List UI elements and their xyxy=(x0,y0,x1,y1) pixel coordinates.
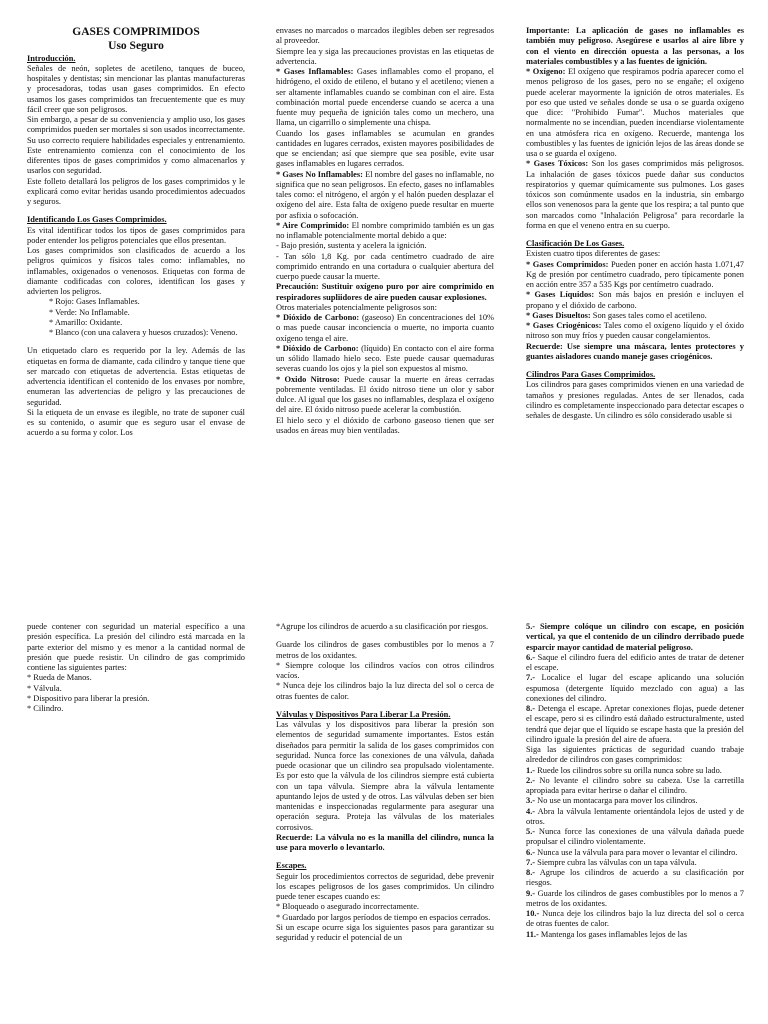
rule-number: 3.- xyxy=(526,796,536,806)
gas-type-aire-comprimido xyxy=(276,221,494,242)
section-heading-cilindros: Cilindros Para Gases Comprimidos. xyxy=(526,370,656,379)
important-note: Importante: La aplicación de gases no inflamables es también muy peligroso. Asegúrese e usarlos al aire libre y con el viento en dirección opuesta a las personas, a los materiales combustibles y a las fuentes de ignición. xyxy=(526,26,744,66)
rule-text: Mantenga los gases inflamables lejos de las xyxy=(538,929,687,939)
class-criogenicos xyxy=(526,321,744,342)
document-subtitle: Uso Seguro xyxy=(108,39,164,52)
gas-type-no-inflamables xyxy=(276,170,494,221)
step-item xyxy=(526,673,744,704)
section-heading-clasificacion: Clasificación De Los Gases. xyxy=(526,239,625,248)
color-code-item: * Amarillo: Oxidante. xyxy=(49,317,123,327)
list-item: * Bloqueado o asegurado incorrectamente. xyxy=(276,902,420,912)
rule-item xyxy=(526,776,744,797)
paragraph: Los gases comprimidos son clasificados de acuerdo a los peligros químicos y físicos tales como: inflamables, no inflamables, oxigenados o venenosos. Etiquetas con forma de diamante codificadas con colores, identifican los gases y advierten los peligros. xyxy=(27,246,245,297)
rule-number: 2.- xyxy=(526,775,536,785)
paragraph: * Nunca deje los cilindros bajo la luz directa del sol o cerca de otras fuentes de calor. xyxy=(276,681,494,701)
list-item: * Rueda de Manos. xyxy=(27,673,92,683)
term: * Aire Comprimido: xyxy=(276,220,350,230)
paragraph: Es vital identificar todos los tipos de gases comprimidos para poder entender los peligros potenciales que ellos presentan. xyxy=(27,225,245,245)
paragraph: Guarde los cilindros de gases combustibles por lo menos a 7 metros de los oxidantes. xyxy=(276,640,494,660)
class-liquidos xyxy=(526,290,744,311)
paragraph: Las válvulas y los dispositivos para liberar la presión son elementos de seguridad sumamente importantes. Estos están diseñados para permitir la salida de los gases comprimidos con seguridad. Nunca force las conexiones de una válvula, dañada puede ocasionar que un cilindro sea propulsado violentamente. Es por esto que la válvula de los cilindros siempre está cubierta con un tapa válvula. Siempre abra la válvula lentamente apuntando lejos de usted y de otros. Las válvulas deben ser bien mantenidas e inspeccionadas regularmente para asegurar una operación segura. Proteja las válvulas de los materiales corrosivos. xyxy=(276,720,494,832)
definition: El nombre comprimido también es un gas no inflamable potencialmente mortal debido a que: xyxy=(276,220,494,240)
rule-item xyxy=(526,848,744,858)
top-column-3 xyxy=(526,26,744,600)
paragraph: Si la etiqueta de un envase es ilegible, no trate de suponer cuál es su contenido, o asumir que es seguro usar el envase de acuerdo a su forma y color. Los xyxy=(27,407,245,438)
definition: Tales como el oxígeno líquido y el óxido nitroso son muy fríos y pueden causar congelamientos. xyxy=(526,321,744,341)
rule-text: Ruede los cilindros sobre su orilla nunca sobre su lado. xyxy=(535,765,722,775)
rule-text: Nunca deje los cilindros bajo la luz directa del sol o cerca de otras fuentes de calor. xyxy=(526,909,744,929)
material-oxido-nitroso xyxy=(276,375,494,416)
paragraph: Existen cuatro tipos diferentes de gases: xyxy=(526,249,661,259)
top-column-1 xyxy=(27,26,245,600)
rule-number: 6.- xyxy=(526,847,536,857)
bottom-panel xyxy=(0,612,768,1024)
rule-number: 10.- xyxy=(526,909,540,918)
definition: El oxígeno que respiramos podría aparecer como el menos peligroso de los gases, pero no se engañe; el oxígeno puede acelerar mayormente la ignición de otros materiales. Es por eso que usted ve señales donde se usa o se guarda oxígeno que dice: "Prohibido Fumar". Muchos materiales que normalmente no se incendian, pueden incendiarse violentamente en una atmósfera rica en oxígeno. Recuerde, mantenga los combustibles y las fuentes de ignición lejos de las áreas donde se usa o se guarda el oxígeno. xyxy=(526,67,744,158)
term: * Gases Comprimidos: xyxy=(526,259,609,269)
definition: (líquido) En contacto con el aire forma un sólido llamado hielo seco. Este puede causar quemaduras severas cuando los ojos y la piel son expuestos al mismo. xyxy=(276,343,494,374)
paragraph: * Siempre coloque los cilindros vacíos con otros cilindros vacíos. xyxy=(276,660,494,680)
paragraph: Señales de neón, sopletes de acetileno, tanques de buceo, hospitales y dentistas; sin mencionar las plantas manufactureras y procesadoras, todas usan gases comprimidos. En efecto usamos los gases comprimidos tan frecuentemente que es muy fácil creer que son peligrosos. xyxy=(27,63,245,114)
definition: Son más bajos en presión e incluyen el propano y el dióxido de carbono. xyxy=(526,290,744,310)
rule-number: 11.- xyxy=(526,929,539,939)
rule-number: 4.- xyxy=(526,806,536,816)
list-item: * Guardado por largos períodos de tiempo en espacios cerrados. xyxy=(276,912,491,922)
rule-item xyxy=(526,766,744,776)
term: * Gases Criogénicos: xyxy=(526,321,602,330)
term: * Gases No Inflamables: xyxy=(276,169,363,179)
term: * Gases Inflamables: xyxy=(276,67,354,76)
paragraph: Los cilindros para gases comprimidos vienen en una variedad de tamaños y presiones reguladas. Antes de ser llenados, cada cilindro es completamente inspeccionado para detectar escapes o señales de desgaste. Un cilindro es sólo considerado usable si xyxy=(526,380,744,420)
class-comprimidos xyxy=(526,260,744,291)
definition: Son gases tales como el acetileno. xyxy=(590,310,707,320)
bottom-column-1 xyxy=(27,622,245,1024)
step-text: Detenga el escape. Apretar conexiones flojas, puede detener el escape, pero si es cilindro está dañado estructuralmente, usted tendrá que dejar que el líquido se escape hasta que la presión del cilindro iguale la presión del aire de afuera. xyxy=(526,704,744,744)
section-heading-escapes: Escapes. xyxy=(276,861,307,871)
step-text: Localice el lugar del escape aplicando una solución espumosa (detergente líquido mezclado con agua) a las conexiones del cilindro. xyxy=(526,673,744,703)
rule-item xyxy=(526,796,744,806)
paragraph: puede contener con seguridad un material específico a una presión específica. La presión del cilindro está marcada en la parte exterior del mismo y es menor a la cantidad normal de presión que puede resistir. Un cilindro de gas comprimido contiene las siguientes partes: xyxy=(27,622,245,672)
rule-number: 1.- xyxy=(526,765,536,775)
rule-text: Nunca use la válvula para para mover o levantar el cilindro. xyxy=(535,847,738,857)
paragraph: Siempre lea y siga las precauciones provistas en las etiquetas de advertencia. xyxy=(276,46,494,66)
bottom-column-2 xyxy=(276,622,494,1024)
definition: (gaseoso) En concentraciones del 10% o mas puede causar inconciencia o muerte, no importa cuanto oxígeno tenga el aire. xyxy=(276,313,494,343)
section-heading-identificando: Identificando Los Gases Comprimidos. xyxy=(27,215,167,225)
rule-text: No use un montacarga para mover los cilindros. xyxy=(535,796,698,806)
term: * Gases Disueltos: xyxy=(526,310,591,320)
definition: Puede causar la muerte en áreas cerradas pobremente ventiladas. El óxido nitroso tiene un olor y sabor dulce. Al igual que los gases no inflamables, desplaza el oxígeno del aire. El óxido nitroso puede acelerar la combustión. xyxy=(276,374,494,415)
rule-item xyxy=(526,807,744,828)
document-title: GASES COMPRIMIDOS xyxy=(72,26,200,38)
rule-item xyxy=(526,889,744,910)
list-item: - Tan sólo 1,8 Kg. por cada centímetro cuadrado de aire comprimido entrando en una cortadura o cualquier abertura del cuerpo puede causar la muerte. xyxy=(276,251,494,281)
step-number: 6.- xyxy=(526,652,536,662)
term: * Dióxido de Carbono: xyxy=(276,343,359,353)
paragraph: El hielo seco y el dióxido de carbono gaseoso tienen que ser usados en áreas muy bien ventiladas. xyxy=(276,415,494,435)
term: * Gases Líquidos: xyxy=(526,290,595,300)
paragraph: *Agrupe los cilindros de acuerdo a su clasificación por riesgos. xyxy=(276,622,489,631)
rule-text: Abra la válvula lentamente orientándola lejos de usted y de otros. xyxy=(526,806,744,826)
material-dioxido-gaseoso xyxy=(276,313,494,344)
step-number: 8.- xyxy=(526,704,536,713)
rule-item xyxy=(526,930,744,940)
reminder-note: Recuerde: La válvula no es la manilla del cilindro, nunca la use para moverlo o levantarlo. xyxy=(276,832,494,852)
section-heading-introduccion: Introducción. xyxy=(27,53,76,63)
rule-number: 5.- xyxy=(526,827,536,836)
top-column-2 xyxy=(276,26,494,600)
paragraph: Un etiquetado claro es requerido por la ley. Además de las etiquetas en forma de diamante, cada cilindro y tanque tiene que ser marcado con etiquetas de advertencia. Estas etiquetas de advertencia identifican el contenido de los envases por nombre, enumeran las advertencias de peligro y las precauciones de seguridad. xyxy=(27,346,245,407)
rule-number: 9.- xyxy=(526,888,536,898)
step-item xyxy=(526,704,744,745)
paragraph: Otros materiales potencialmente peligrosos son: xyxy=(276,302,437,312)
definition: El nombre del gases no inflamable, no significa que no sean peligrosos. En efecto, gases no inflamables tales como: el nitrógeno, el argón y el halón pueden desplazar el oxígeno del aire. Esta falta de oxígeno puede resultar en muerte por asfixia o sofocación. xyxy=(276,169,494,220)
paragraph: Sin embargo, a pesar de su conveniencia y amplio uso, los gases comprimidos pueden ser mortales si son usados incorrectamente. Su uso correcto requiere habilidades especiales y entrenamiento. Este entrenamiento comienza con el conocimiento de los diferentes tipos de gases comprimidos y como almacenarlos y usarlos con seguridad. xyxy=(27,115,245,176)
color-code-item: * Blanco (con una calavera y huesos cruzados): Veneno. xyxy=(49,328,238,338)
gas-type-inflamables xyxy=(276,67,494,129)
step-item xyxy=(526,653,744,674)
paragraph: Seguir los procedimientos correctos de seguridad, debe prevenir los escapes peligrosos de los gases comprimidos. Un cilindro puede tener escapes cuando es: xyxy=(276,871,494,901)
material-dioxido-liquido xyxy=(276,344,494,375)
definition: Gases inflamables como el propano, el hidrógeno, el oxido de etileno, el butano y el acetileno; vienen a ser altamente inflamables cuando se combinan con el aire. Esta combinación mortal puede encenderse cuando se acerca a una fuente muy pequeña de ignición tales como un mechero, una llama, un cigarrillo o simplemente una chispa. xyxy=(276,67,494,128)
step-text: Siempre colóque un cilindro con escape, en posición vertical, ya que el contenido de un cilindro derribado puede esparcir mayor cantidad de material peligroso. xyxy=(526,622,744,652)
definition: Pueden poner en acción hasta 1.071,47 Kg de presión por centímetro cuadrado, pero típicamente ponen en acción entre 357 a 535 Kgs por centímetro cuadrado. xyxy=(526,259,744,289)
rule-item xyxy=(526,858,744,868)
class-disueltos xyxy=(526,311,744,321)
paragraph: Siga las siguientes prácticas de seguridad cuando trabaje alrededor de cilindros con gases comprimidos: xyxy=(526,745,744,765)
list-item: - Bajo presión, sustenta y acelera la ignición. xyxy=(276,241,427,251)
list-item: * Cilindro. xyxy=(27,704,64,713)
term: * Gases Tóxicos: xyxy=(526,159,589,169)
paragraph: Este folleto detallará los peligros de los gases comprimidos y le explicará como evitar heridas usando procedimientos adecuados y seguros. xyxy=(27,176,245,207)
paragraph: Cuando los gases inflamables se acumulan en grandes cantidades en lugares cerrados, existen mayores posibilidades de que se enciendan; así que siempre que sea posible, evite usar gases inflamables en lugares cerrados. xyxy=(276,128,494,169)
section-heading-valvulas: Válvulas y Dispositivos Para Liberar La Presión. xyxy=(276,709,451,719)
term: * Dióxido de Carbono: xyxy=(276,313,360,322)
rule-text: Nunca force las conexiones de una válvula dañada puede propulsar el cilindro violentamente. xyxy=(526,827,744,847)
gas-type-oxigeno xyxy=(526,67,744,159)
list-item: * Dispositivo para liberar la presión. xyxy=(27,693,150,703)
paragraph: envases no marcados o marcados ilegibles deben ser regresados al proveedor. xyxy=(276,26,494,46)
rule-text: Siempre cubra las válvulas con un tapa válvula. xyxy=(535,857,697,867)
rule-number: 8.- xyxy=(526,868,536,877)
rule-number: 7.- xyxy=(526,857,536,867)
color-code-item: * Verde: No Inflamable. xyxy=(49,307,130,317)
gas-type-toxicos xyxy=(526,159,744,231)
rule-item xyxy=(526,827,744,848)
color-code-item: * Rojo: Gases Inflamables. xyxy=(49,297,140,307)
list-item: * Válvula. xyxy=(27,683,62,693)
rule-text: Agrupe los cilindros de acuerdo a su clasificación por riesgos. xyxy=(526,868,744,888)
paragraph: Si un escape ocurre siga los siguientes pasos para garantizar su seguridad y reducir el potencial de un xyxy=(276,922,494,942)
bottom-column-3 xyxy=(526,622,744,1024)
term: * Oxígeno: xyxy=(526,67,566,76)
definition: Son los gases comprimidos más peligrosos. La inhalación de gases tóxicos puede dañar sus conductos respiratorios y quemar químicamente sus pulmones. Los gases tóxicos son comúnmente usados en la industria, sin embargo ellos son venenosos para la gente que los respira; a tal punto que son marcados como "Inhalación Peligrosa" para recordarle la forma en que el veneno entra en su cuerpo. xyxy=(526,159,744,230)
precaution-note: Precaución: Sustituir oxígeno puro por aire comprimido en respiradores supliidores de aire pueden causar explosiones. xyxy=(276,282,494,302)
rule-item xyxy=(526,909,744,930)
rule-text: No levante el cilindro sobre su cabeza. Use la carretilla apropiada para evitar herirse o dañar el cilindro. xyxy=(526,775,744,795)
reminder-note: Recuerde: Use siempre una máscara, lentes protectores y guantes aisladores cuando maneje gases criogénicos. xyxy=(526,341,744,361)
step-number: 7.- xyxy=(526,673,536,683)
step-number: 5.- xyxy=(526,622,536,631)
rule-item xyxy=(526,868,744,889)
term: * Oxido Nitroso: xyxy=(276,374,340,384)
step-item xyxy=(526,622,744,653)
rule-text: Guarde los cilindros de gases combustibles por lo menos a 7 metros de los oxidantes. xyxy=(526,888,744,908)
step-text: Saque el cilindro fuera del edificio antes de tratar de detener el escape. xyxy=(526,652,744,672)
